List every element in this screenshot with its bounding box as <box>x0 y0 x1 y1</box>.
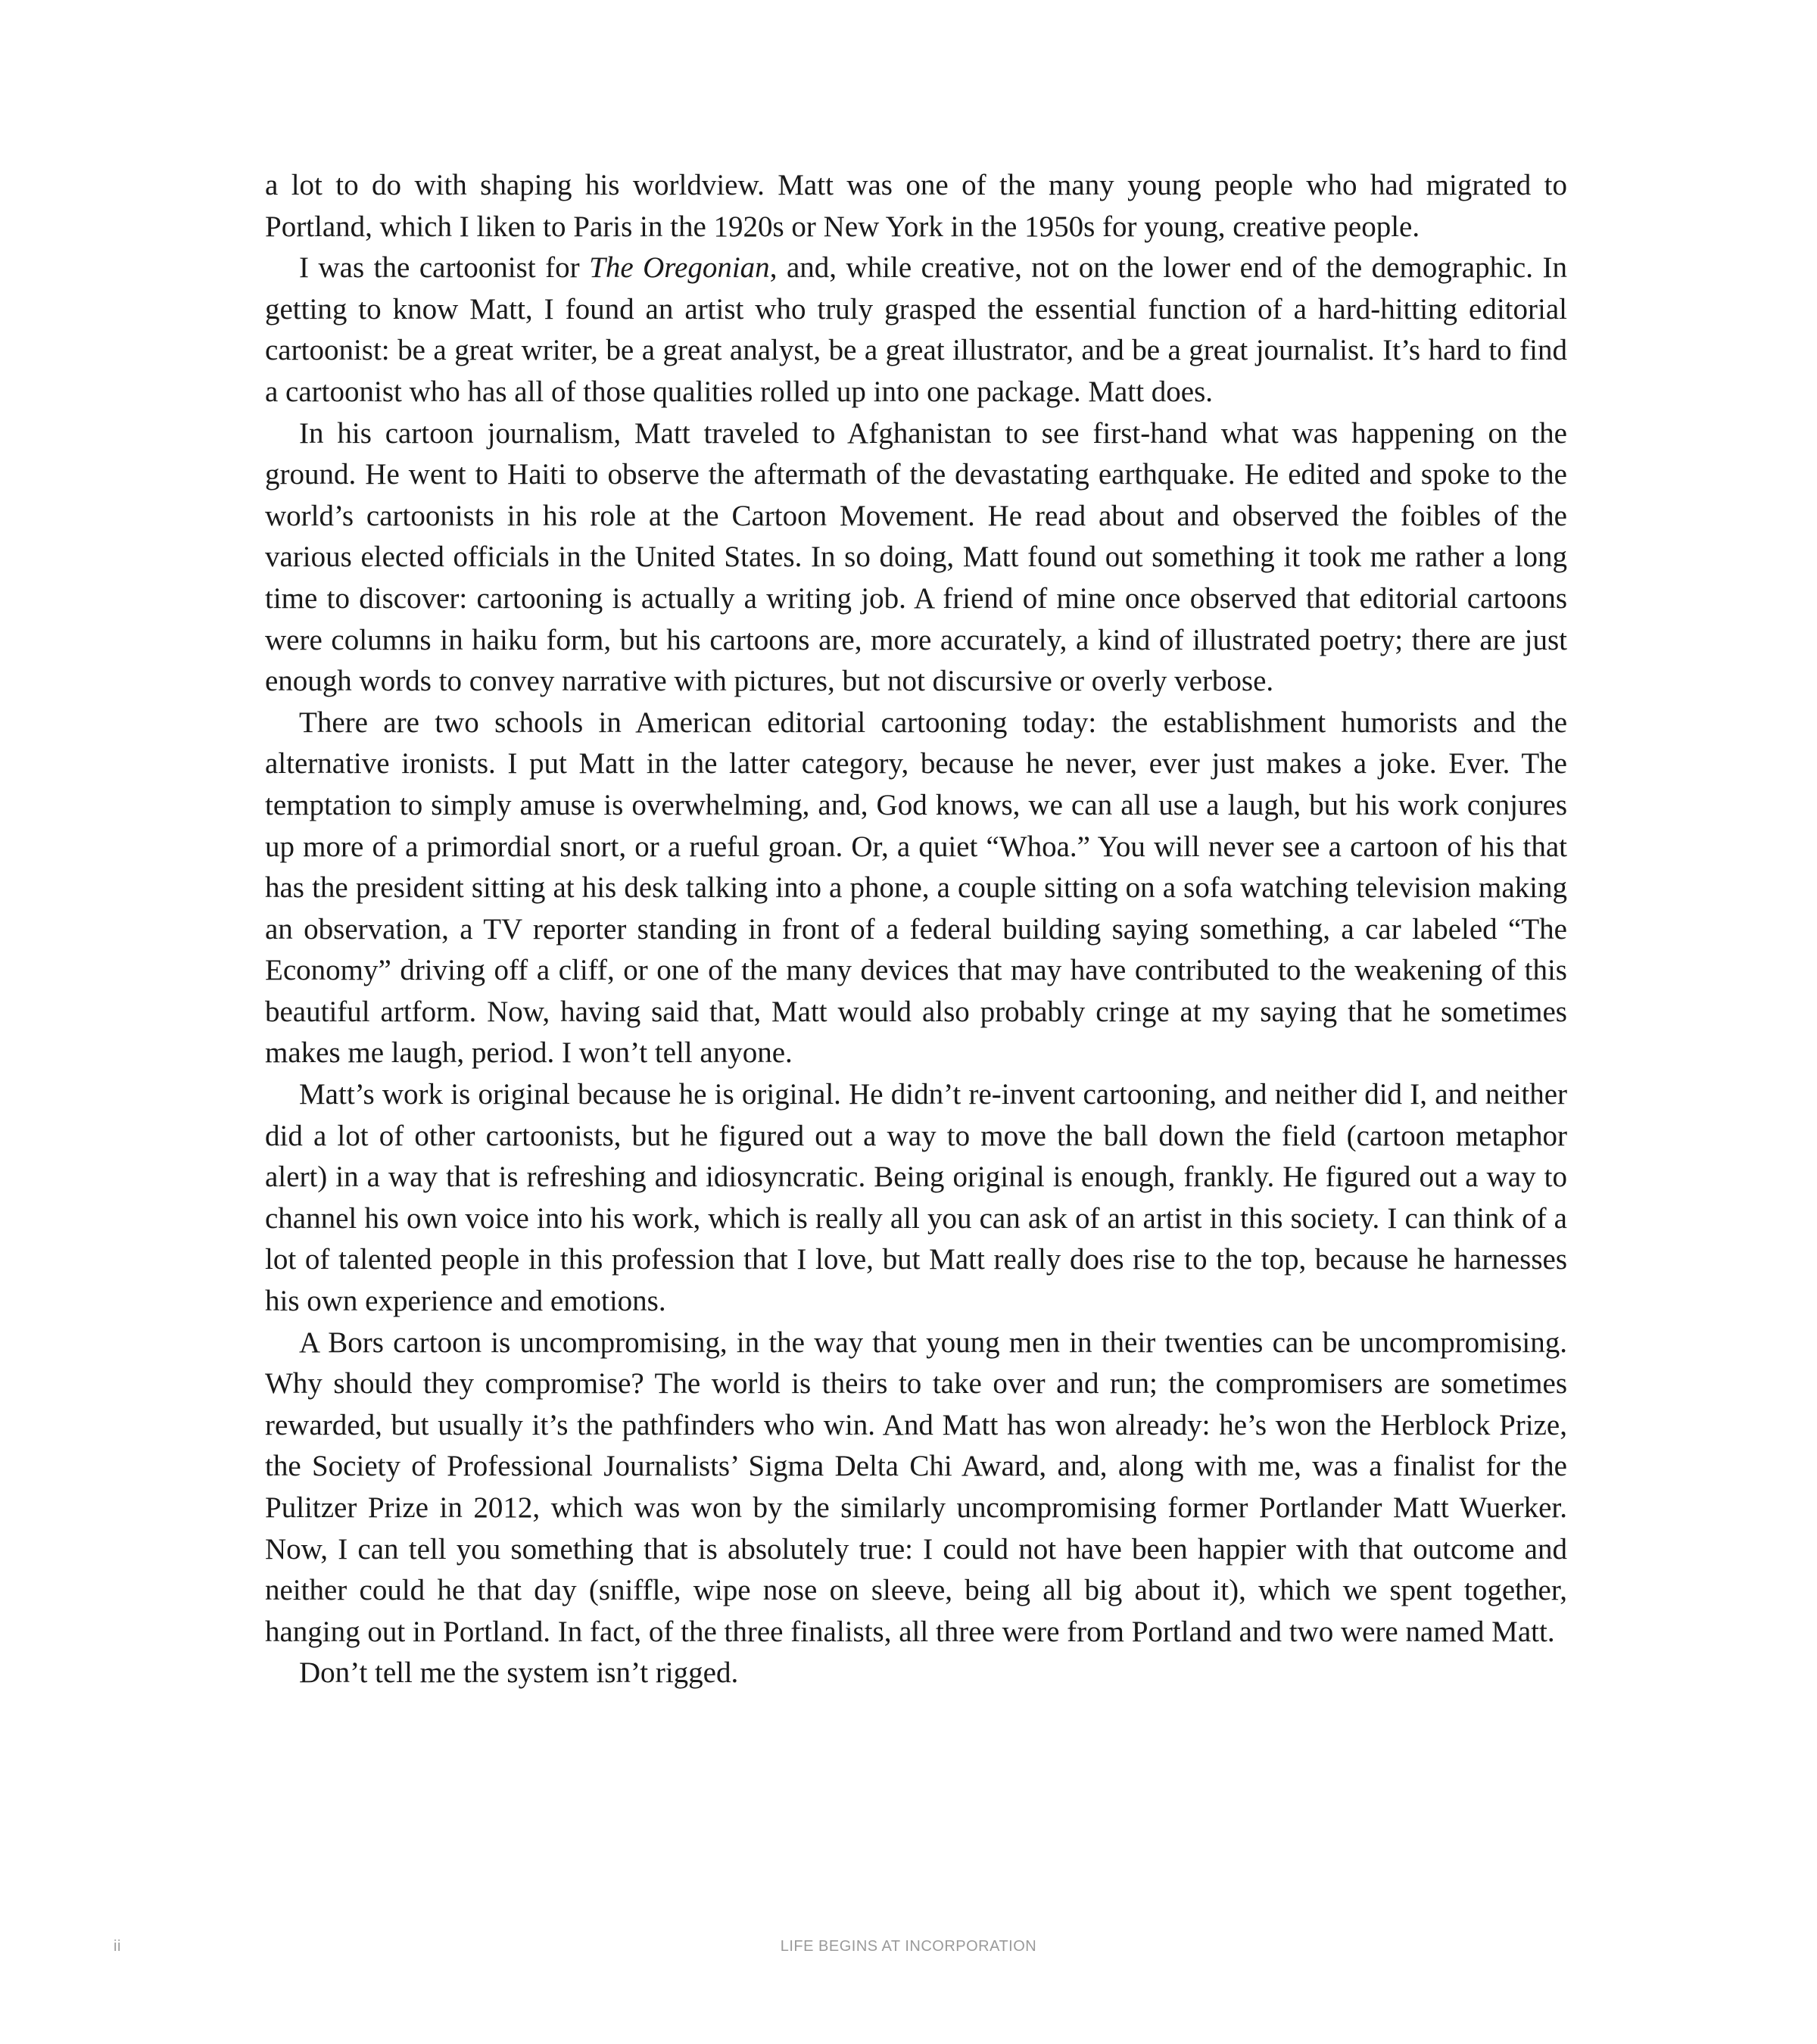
newspaper-title: The Oregonian <box>589 251 770 285</box>
paragraph-3: In his cartoon journalism, Matt traveled to Afghanistan to see first-hand what was happening on the ground. He went to Haiti to observe the aftermath of the devastating earthquake. He edited and spoke to the world’s cartoonists in his role at the Cartoon Movement. He read about and observed the foibles of the various elected officials in the United States. In so doing, Matt found out something it took me rather a long time to discover: cartooning is actually a writing job. A friend of mine once observed that editorial cartoons were columns in haiku form, but his cartoons are, more accurately, a kind of illustrated poetry; there are just enough words to convey narrative with pictures, but not discursive or overly verbose. <box>265 416 1567 698</box>
paragraph-2 <box>265 248 1567 413</box>
running-footer-title: LIFE BEGINS AT INCORPORATION <box>780 1938 1037 1955</box>
paragraph-4: There are two schools in American editorial cartooning today: the establishment humorists and the alternative ironists. I put Matt in the latter category, because he never, ever just makes a joke. Ever. The temptation to simply amuse is overwhelming, and, God knows, we can all use a laugh, but his work conjures up more of a primordial snort, or a rueful groan. Or, a quiet “Whoa.” You will never see a cartoon of his that has the president sitting at his desk talking into a phone, a couple sitting on a sofa watching television making an observation, a TV reporter standing in front of a federal building saying something, a car labeled “The Economy” driving off a cliff, or one of the many devices that may have contributed to the weakening of this beautiful artform. Now, having said that, Matt would also probably cringe at my saying that he sometimes makes me laugh, period. I won’t tell anyone. <box>265 706 1567 1070</box>
paragraph-6: A Bors cartoon is uncompromising, in the way that young men in their twenties can be uncompromising. Why should they compromise? The world is theirs to take over and run; the compromisers are sometimes rewarded, but usually it’s the pathfinders who win. And Matt has won already: he’s won the Herblock Prize, the Society of Professional Journalists’ Sigma Delta Chi Award, and, along with me, was a finalist for the Pulitzer Prize in 2012, which was won by the similarly uncompromising former Portlander Matt Wuerker. Now, I can tell you something that is absolutely true: I could not have been happier with that outcome and neither could he that day (sniffle, wipe nose on sleeve, being all big about it), which we spent together, hanging out in Portland. In fact, of the three finalists, all three were from Portland and two were named Matt. <box>265 1326 1567 1648</box>
page-number: ii <box>114 1938 121 1955</box>
paragraph-1: a lot to do with shaping his worldview. Matt was one of the many young people who had migrated to Portland, which I liken to Paris in the 1920s or New York in the 1950s for young, creative people. <box>265 169 1567 243</box>
body-text <box>265 165 1567 1694</box>
paragraph-5: Matt’s work is original because he is original. He didn’t re-invent cartooning, and neither did I, and neither did a lot of other cartoonists, but he figured out a way to move the ball down the field (cartoon metaphor alert) in a way that is refreshing and idiosyncratic. Being original is enough, frankly. He figured out a way to channel his own voice into his work, which is really all you can ask of an artist in this society. I can think of a lot of talented people in this profession that I love, but Matt really does rise to the top, because he harnesses his own experience and emotions. <box>265 1078 1567 1318</box>
paragraph-7: Don’t tell me the system isn’t rigged. <box>299 1656 739 1690</box>
paragraph-2-rest: , and, while creative, not on the lower end of the demographic. In getting to know Matt, I found an artist who truly grasped the essential function of a hard-hitting editorial cartoonist: be a great writer, be a great analyst, be a great illustrator, and be a great journalist. It’s hard to find a cartoonist who has all of those qualities rolled up into one package. Matt does. <box>265 251 1567 408</box>
paragraph-2-lead: I was the cartoonist for <box>299 251 590 285</box>
